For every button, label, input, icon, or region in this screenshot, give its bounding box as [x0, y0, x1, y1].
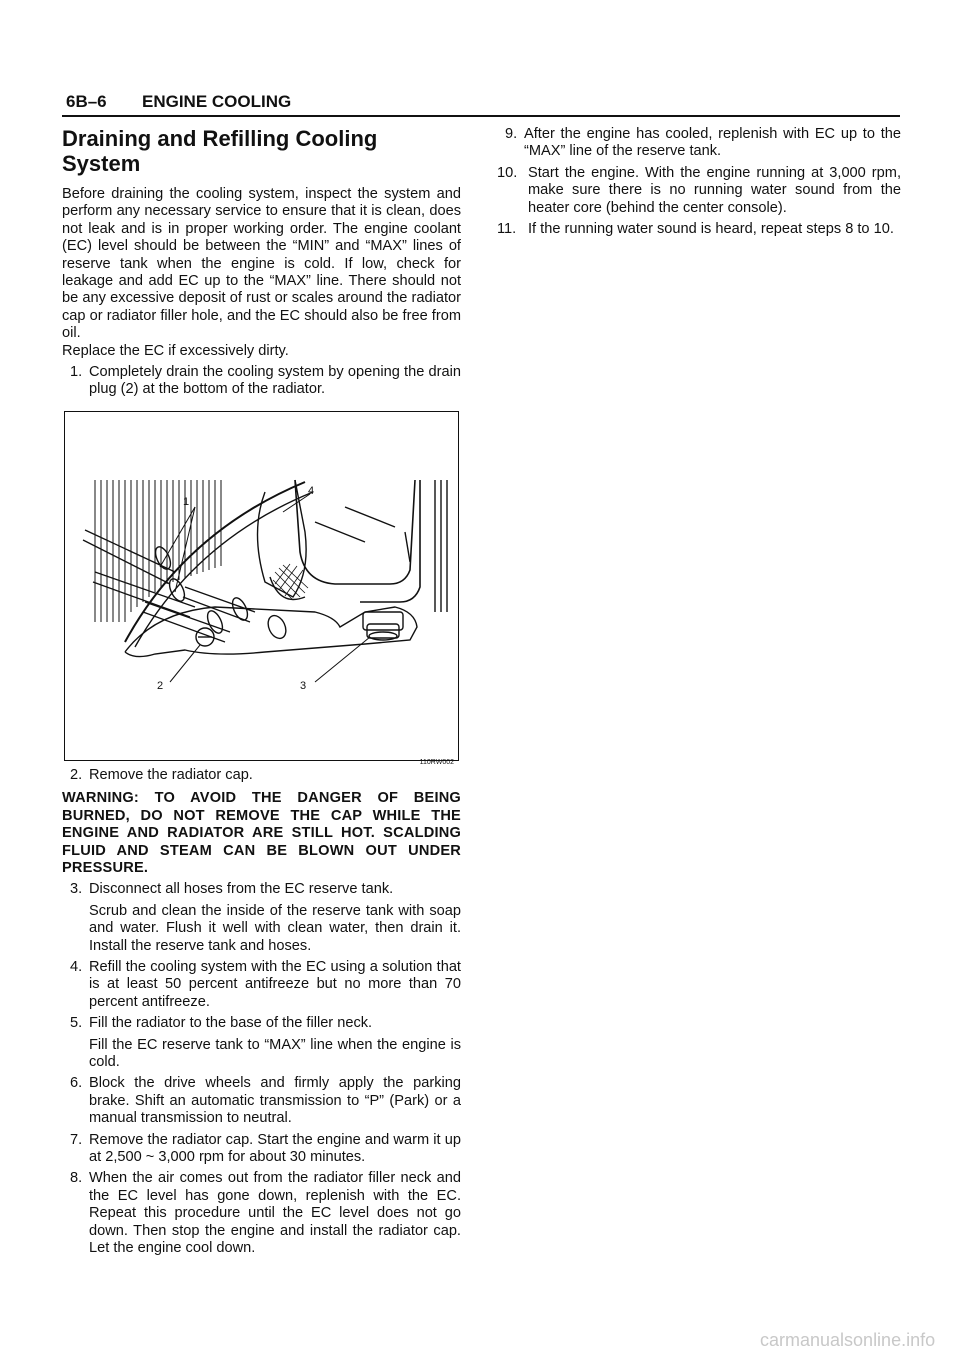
step-text: After the engine has cooled, replenish with EC up to the “MAX” line of the reserve tank. [524, 126, 901, 160]
intro-paragraph: Before draining the cooling system, inspect the system and perform any necessary service to ensure that it is clean, does not leak and is in proper working order. The engine coolant (EC) level should be between the “MIN” and “MAX” lines of reserve tank when the engine is cold. If low, check for leakage and add EC up to the “MAX” line. There should not be any excessive deposit of rust or scales around the radiator cap or radiator filler hole, and the EC should also be free from oil. [62, 186, 461, 342]
step-text: When the air comes out from the radiator filler neck and the EC level has gone down, replenish with the EC. Repeat this procedure until the EC level does not go down. Then stop the engine and install the radiator cap. Let the engine cool down. [89, 1170, 461, 1257]
step-3 [62, 881, 461, 898]
step-text: Remove the radiator cap. Start the engine and warm it up at 2,500 ~ 3,000 rpm for about 30 minutes. [89, 1131, 461, 1165]
radiator-drain-figure [64, 411, 459, 767]
step-3-detail: Scrub and clean the inside of the reserve tank with soap and water. Flush it well with clean water, then drain it. Install the reserve tank and hoses. [89, 902, 461, 954]
watermark-text: carmanualsonline.info [760, 1330, 936, 1350]
step-7 [62, 1132, 461, 1167]
figure-code: 110RW002 [419, 759, 454, 767]
callout-4: 4 [308, 484, 315, 497]
step-5 [62, 1015, 461, 1032]
page-header [62, 92, 900, 118]
step-9 [497, 126, 901, 161]
step-text: Remove the radiator cap. [89, 766, 253, 783]
step-number: 4. [70, 958, 83, 975]
step-number: 7. [70, 1131, 83, 1148]
step-4 [62, 959, 461, 1011]
step-number: 2. [70, 766, 83, 783]
callout-2: 2 [157, 679, 164, 692]
right-column [497, 126, 901, 238]
radiator-illustration [65, 412, 458, 760]
step-number: 6. [70, 1075, 83, 1092]
step-text: Refill the cooling system with the EC using a solution that is at least 50 percent antifreeze but no more than 70 percent antifreeze. [89, 958, 461, 1010]
page-number: 6B–6 [66, 92, 107, 111]
page-title: Draining and Refilling Cooling System [62, 126, 378, 176]
callout-1: 1 [183, 495, 190, 508]
intro-replace-note: Replace the EC if excessively dirty. [62, 342, 289, 359]
radiator-fins [95, 480, 221, 622]
step-number: 8. [70, 1170, 83, 1187]
hose-clamp-hatching [273, 564, 308, 600]
step-2 [62, 767, 461, 784]
step-number: 11. [497, 221, 517, 238]
step-5-detail: Fill the EC reserve tank to “MAX” line when the engine is cold. [89, 1036, 461, 1070]
step-text: If the running water sound is heard, repeat steps 8 to 10. [528, 221, 894, 238]
step-number: 10. [497, 164, 518, 181]
warning-text: WARNING: TO AVOID THE DANGER OF BEING BURNED, DO NOT REMOVE THE CAP WHILE THE ENGINE AND RADIATOR ARE STILL HOT. SCALDING FLUID AND STEAM CAN BE BLOWN OUT UNDER PRESSURE. [62, 790, 461, 876]
step-text: Start the engine. With the engine running at 3,000 rpm, make sure there is no running water sound from the heater core (behind the center console). [528, 164, 901, 216]
section-title: ENGINE COOLING [142, 92, 292, 111]
step-10 [497, 165, 901, 217]
step-number: 9. [505, 126, 518, 142]
step-8 [62, 1170, 461, 1257]
step-number: 3. [70, 881, 83, 898]
step-number: 1. [70, 364, 83, 381]
callout-3: 3 [300, 679, 307, 692]
step-text: Block the drive wheels and firmly apply the parking brake. Shift an automatic transmission to “P” (Park) or a manual transmission to neutral. [89, 1075, 461, 1127]
step-text: Fill the radiator to the base of the filler neck. [89, 1015, 373, 1032]
step-number: 5. [70, 1015, 83, 1032]
step-6 [62, 1075, 461, 1127]
step-text: Disconnect all hoses from the EC reserve tank. [89, 881, 394, 898]
step-1 [62, 364, 461, 399]
left-column [62, 126, 461, 1257]
header-rule [62, 115, 900, 117]
step-text: Completely drain the cooling system by opening the drain plug (2) at the bottom of the radiator. [89, 364, 461, 398]
step-11 [497, 221, 901, 238]
